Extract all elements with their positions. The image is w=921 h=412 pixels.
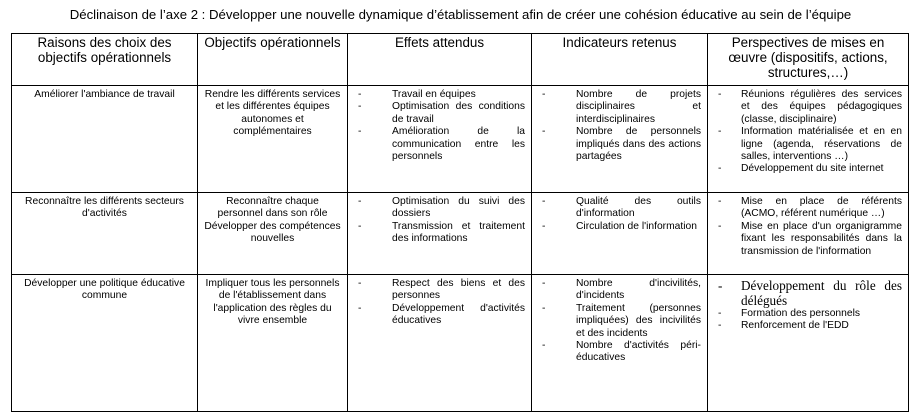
list-item: - Nombre de projets disciplinaires et interdisciplinaires [538, 89, 701, 126]
header-raisons: Raisons des choix des objectifs opérationnels [12, 34, 198, 86]
objectif-cell: Rendre les différents services et les différentes équipes autonomes et complémentaires [198, 86, 348, 193]
header-perspectives: Perspectives de mises en œuvre (dispositifs, actions, structures,…) [708, 34, 909, 86]
perspectives-cell [708, 193, 909, 275]
objectif-cell: Impliquer tous les personnels de l'établissement dans l'application des règles du vivre ensemble [198, 275, 348, 412]
perspectives-cell [708, 86, 909, 193]
table-row [12, 86, 909, 193]
table-header-row [12, 34, 909, 86]
list-item: - Nombre d'activités péri-éducatives [538, 340, 701, 365]
indicateurs-cell [532, 193, 708, 275]
list-item: - Développement du rôle des délégués [714, 278, 902, 308]
perspectives-cell [708, 275, 909, 412]
list-item: - Transmission et traitement des informations [354, 221, 525, 246]
list-item: - Développement d'activités éducatives [354, 303, 525, 328]
header-indicateurs: Indicateurs retenus [532, 34, 708, 86]
table-row [12, 275, 909, 412]
list-item: - Optimisation du suivi des dossiers [354, 196, 525, 221]
list-item: - Optimisation des conditions de travail [354, 101, 525, 126]
indicateurs-cell [532, 275, 708, 412]
raison-cell: Développer une politique éducative commune [12, 275, 198, 412]
header-effets: Effets attendus [348, 34, 532, 86]
raison-cell: Améliorer l'ambiance de travail [12, 86, 198, 193]
list-item: - Formation des personnels [714, 308, 902, 320]
raison-cell: Reconnaître les différents secteurs d'activités [12, 193, 198, 275]
list-item: - Travail en équipes [354, 89, 525, 101]
header-objectifs: Objectifs opérationnels [198, 34, 348, 86]
list-item: - Respect des biens et des personnes [354, 278, 525, 303]
list-item: - Qualité des outils d'information [538, 196, 701, 221]
table-row [12, 193, 909, 275]
list-item: - Réunions régulières des services et des équipes pédagogiques (classe, disciplinaire) [714, 89, 902, 126]
list-item: - Mise en place de référents (ACMO, référent numérique …) [714, 196, 902, 221]
list-item: - Mise en place d'un organigramme fixant les responsabilités dans la transmission de l'information [714, 221, 902, 258]
list-item: - Information matérialisée et en en ligne (agenda, réservations de salles, interventions …) [714, 126, 902, 163]
list-item: - Circulation de l'information [538, 221, 701, 233]
document-title: Déclinaison de l’axe 2 : Développer une nouvelle dynamique d’établissement afin de créer une cohésion éducative au sein de l’équipe [69, 7, 852, 22]
list-item: - Renforcement de l'EDD [714, 320, 902, 332]
effets-cell [348, 275, 532, 412]
list-item: - Nombre de personnels impliqués dans des actions partagées [538, 126, 701, 163]
effets-cell [348, 193, 532, 275]
effets-cell [348, 86, 532, 193]
list-item: - Développement du site internet [714, 163, 902, 175]
list-item: - Amélioration de la communication entre les personnels [354, 126, 525, 163]
objectif-cell: Reconnaître chaque personnel dans son rôle Développer des compétences nouvelles [198, 193, 348, 275]
list-item: - Nombre d'incivilités, d'incidents [538, 278, 701, 303]
indicateurs-cell [532, 86, 708, 193]
objectives-table [11, 33, 909, 412]
list-item: - Traitement (personnes impliquées) des incivilités et des incidents [538, 303, 701, 340]
